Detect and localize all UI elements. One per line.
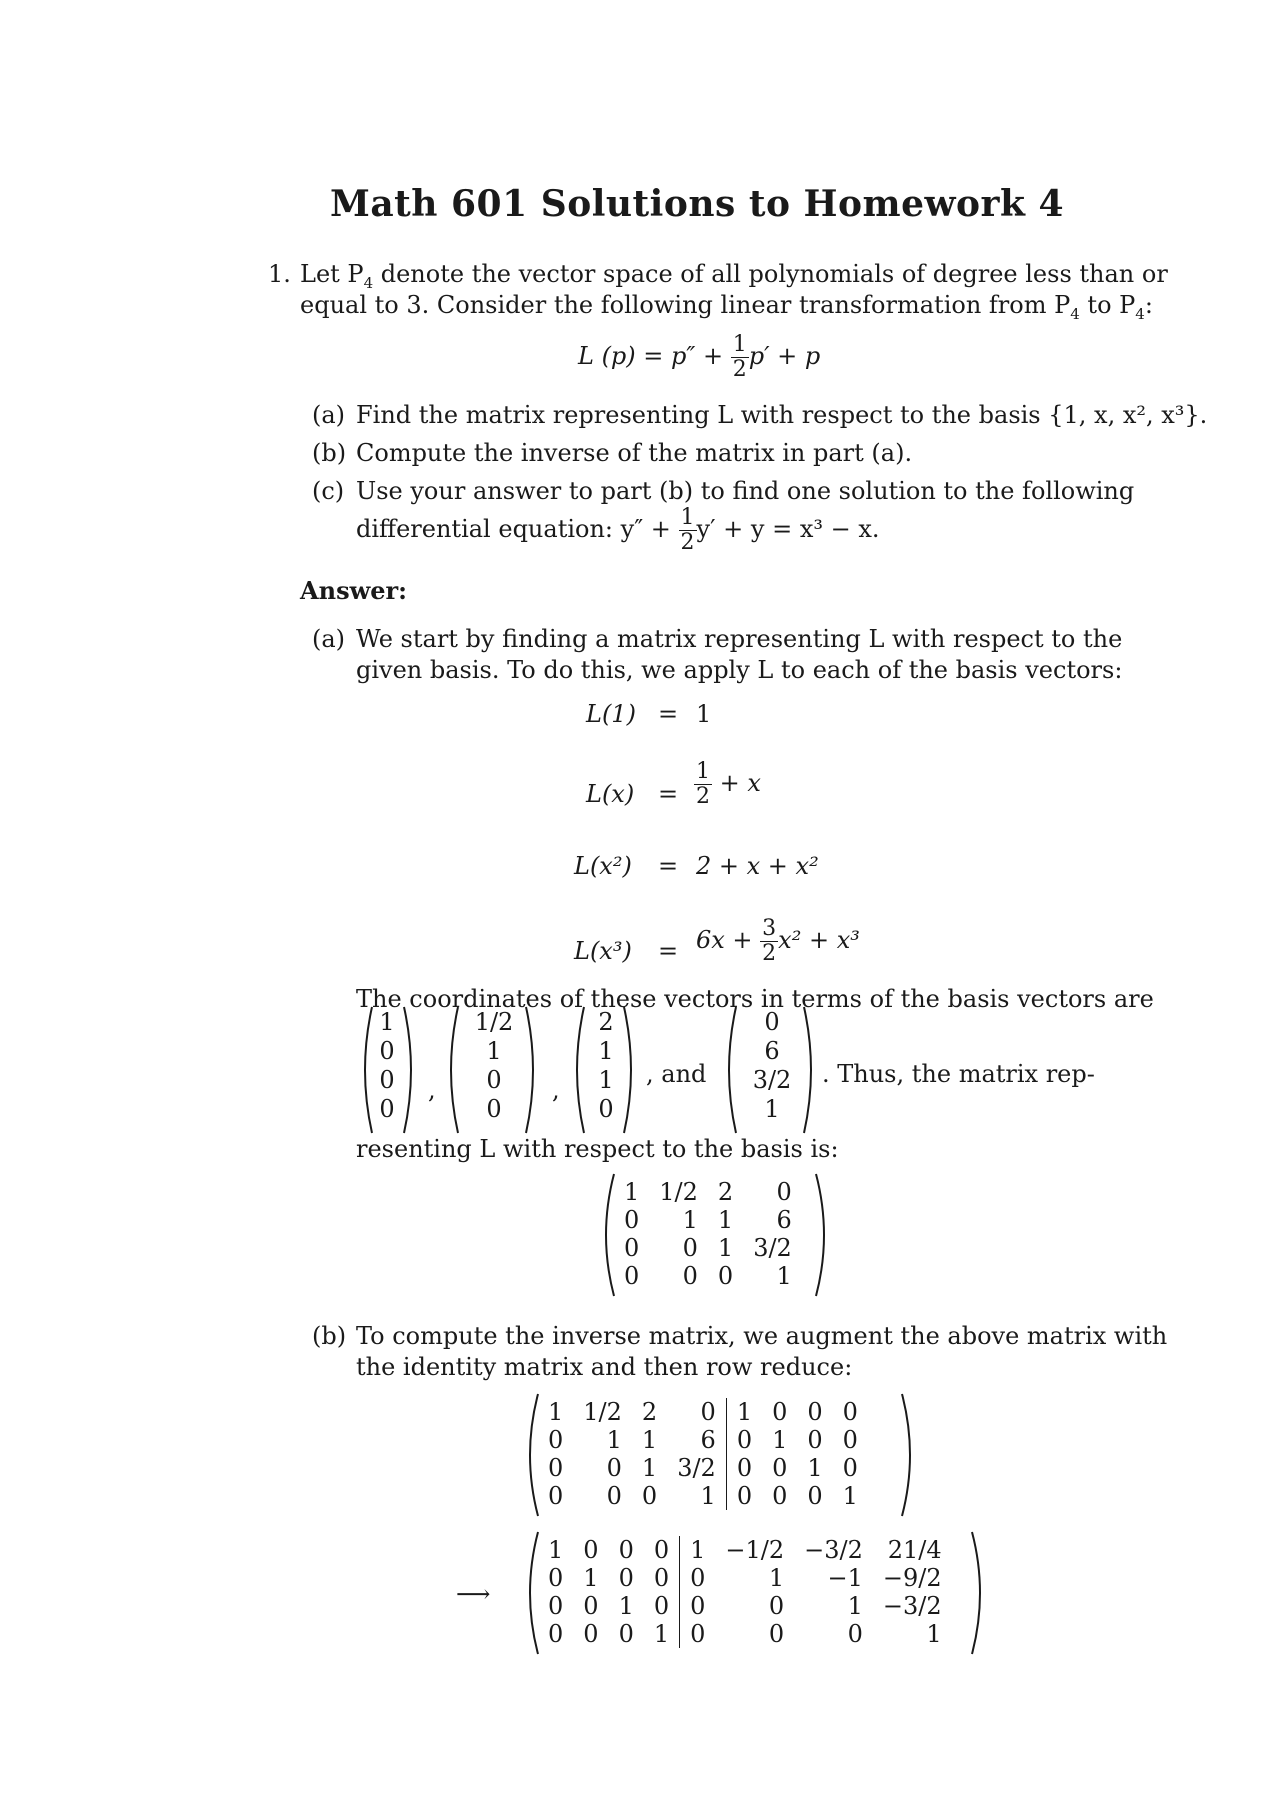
matrix-cell: 1 [682,1206,698,1234]
eq-rhs-4-end: x² + x³ [778,926,860,954]
matrix-cell: 1 [641,1426,658,1454]
matrix-cell: 0 [847,1620,863,1648]
matrix-cell: 0 [653,1592,670,1620]
matrix-row [538,1454,868,1482]
resenting-text: resenting L with respect to the basis is: [356,1135,839,1163]
matrix-cell: 0 [548,1482,564,1510]
fraction-one-half [694,760,712,809]
matrix-cell: 1 [776,1262,792,1290]
problem-intro-to: to P [1079,291,1136,319]
fraction-numerator: 1 [696,759,710,784]
matrix-cell: 6 [700,1426,716,1454]
matrix-cell: 2 [717,1178,734,1206]
matrix-cell: −3/2 [882,1592,942,1620]
problem-intro-equal: equal to 3. Consider the following linear transformation from P [300,291,1071,319]
part-c-text-line1: Use your answer to part (b) to find one solution to the following [356,477,1135,505]
row-reduce-arrow: ⟶ [456,1580,491,1608]
matrix-cell: 0 [726,1482,762,1510]
matrix-cell: 0 [618,1564,634,1592]
part-b-text: Compute the inverse of the matrix in part (a). [356,439,913,467]
part-c-text-line2 [356,506,880,555]
vector-1-right-paren [400,1005,420,1135]
matrix-row [614,1178,802,1206]
matrix-cell: −1 [827,1564,863,1592]
page-title: Math 601 Solutions to Homework 4 [330,183,1065,225]
matrix-cell: 3/2 [677,1454,716,1482]
matrix-right-paren [812,1172,834,1298]
problem-intro-rest: denote the vector space of all polynomials of degree less than or [373,260,1168,288]
matrix-cell: 0 [726,1426,762,1454]
matrix-cell: 6 [776,1206,792,1234]
subscript: 4 [1070,304,1080,323]
problem-intro-line2 [300,291,1153,323]
thus-text: . Thus, the matrix rep- [822,1060,1095,1088]
matrix-cell: 1 [926,1620,942,1648]
matrix-cell: 0 [653,1564,670,1592]
vector-2 [464,1008,524,1124]
matrix-cell: 0 [583,1620,599,1648]
matrix-row [538,1426,868,1454]
matrix-cell: 1 [641,1454,658,1482]
matrix-cell: 1 [842,1482,858,1510]
matrix-cell: 1 [772,1426,788,1454]
eq-lhs-1: L(1) [586,700,636,728]
matrix-cell: 1 [606,1426,622,1454]
matrix-row [614,1206,802,1234]
matrix-cell: 0 [548,1426,564,1454]
part-c-de-end: y′ + y = x³ − x. [696,515,880,543]
matrix-cell: 2 [641,1398,658,1426]
matrix-cell: 0 [768,1592,785,1620]
matrix-cell: 0 [606,1482,622,1510]
matrix-cell: 0 [583,1592,599,1620]
matrix-cell: 0 [641,1482,658,1510]
subscript: 4 [1135,304,1145,323]
vector-1-entry: 0 [379,1066,395,1094]
matrix-cell: 3/2 [753,1234,792,1262]
fraction-one-half [679,506,697,555]
matrix-cell: 0 [680,1564,716,1592]
matrix-cell: 1 [583,1564,599,1592]
vector-4-entry: 6 [764,1037,780,1065]
vector-4-entry: 1 [764,1095,780,1123]
fraction-denominator: 2 [762,941,777,966]
eq-rhs-4 [696,917,860,966]
matrix-cell: 0 [807,1482,823,1510]
matrix-cell: 21/4 [887,1536,942,1564]
eq-rhs-4-start: 6x + [696,926,761,954]
matrix-cell: 1 [700,1482,716,1510]
matrix-cell: 1 [680,1536,716,1564]
vector-3-entry: 1 [598,1037,614,1065]
matrix-cell: 0 [618,1536,634,1564]
matrix-cell: 1 [653,1620,670,1648]
matrix-cell: 0 [618,1620,634,1648]
part-b-label: (b) [312,439,347,467]
vector-4-entry: 3/2 [752,1066,792,1094]
equation-lhs: L (p) = p″ + [578,342,731,370]
vector-3-right-paren [620,1005,640,1135]
matrix-cell: 0 [717,1262,734,1290]
matrix-cell: 0 [680,1620,716,1648]
eq-rhs-1: 1 [696,700,712,728]
part-a-text: Find the matrix representing L with respect to the basis {1, x, x², x³}. [356,401,1208,429]
matrix-cell: 0 [776,1178,792,1206]
eq-sign-3: = [658,852,679,880]
vector-3-entry: 2 [598,1008,614,1036]
matrix-cell: 1/2 [583,1398,622,1426]
matrix-cell: 0 [680,1592,716,1620]
matrix-cell: 1 [717,1206,734,1234]
vector-4-left-paren [720,1005,740,1135]
transformation-equation [578,333,820,382]
matrix-row [538,1592,952,1620]
matrix-cell: 0 [548,1564,564,1592]
vector-2-entry: 1 [486,1037,502,1065]
augmented-matrix [538,1398,868,1510]
answer-b-label: (b) [312,1322,347,1350]
matrix-cell: 0 [700,1398,716,1426]
vector-2-entry: 1/2 [474,1008,514,1036]
matrix-row [538,1620,952,1648]
vector-1-entry: 1 [379,1008,395,1036]
matrix-cell: 0 [768,1620,785,1648]
matrix-cell: −3/2 [804,1536,863,1564]
matrix-cell: 1 [768,1564,785,1592]
vector-2-entry: 0 [486,1066,502,1094]
matrix-cell: 1 [618,1592,634,1620]
matrix-cell: 1 [548,1398,564,1426]
vector-1 [370,1008,404,1124]
fraction-numerator: 3 [762,916,777,941]
vector-4 [742,1008,802,1124]
vector-comma: , [552,1076,560,1104]
matrix-cell: 0 [682,1234,698,1262]
matrix-cell: −9/2 [882,1564,942,1592]
vector-1-entry: 0 [379,1095,395,1123]
matrix-cell: 1/2 [659,1178,698,1206]
matrix-cell: 1 [548,1536,564,1564]
matrix-cell: 0 [624,1262,640,1290]
problem-intro-line1 [300,260,1168,292]
matrix-row [614,1262,802,1290]
matrix-cell: 0 [772,1482,788,1510]
matrix-row [538,1482,868,1510]
matrix-cell: 0 [842,1426,858,1454]
matrix-cell: −1/2 [725,1536,785,1564]
vector-4-entry: 0 [764,1008,780,1036]
vector-comma: , [428,1076,436,1104]
matrix-row [538,1564,952,1592]
answer-heading: Answer: [300,576,408,605]
answer-b-line2: the identity matrix and then row reduce: [356,1353,853,1381]
vector-3-left-paren [568,1005,588,1135]
answer-a-label: (a) [312,625,346,653]
problem-intro-colon: : [1144,291,1153,319]
fraction-numerator: 1 [732,332,747,357]
matrix-cell: 0 [653,1536,670,1564]
eq-sign-4: = [658,937,679,965]
reduced-right-paren [968,1530,990,1656]
matrix-cell: 0 [726,1454,762,1482]
matrix-cell: 0 [842,1454,858,1482]
reduced-matrix [538,1536,952,1648]
vector-1-entry: 0 [379,1037,395,1065]
fraction-denominator: 2 [680,530,695,555]
matrix-row [538,1398,868,1426]
fraction-three-halves [760,917,778,966]
coordinates-text: The coordinates of these vectors in terms of the basis vectors are [356,985,1154,1013]
eq-sign-1: = [658,700,679,728]
matrix-cell: 0 [807,1426,823,1454]
matrix-row [538,1536,952,1564]
matrix-cell: 0 [548,1620,564,1648]
matrix-cell: 0 [772,1398,788,1426]
fraction-one-half [731,333,749,382]
matrix-cell: 0 [807,1398,823,1426]
vector-2-entry: 0 [486,1095,502,1123]
eq-lhs-3: L(x²) [574,852,632,880]
fraction-numerator: 1 [680,505,695,530]
fraction-denominator: 2 [732,357,747,382]
vector-4-right-paren [800,1005,820,1135]
matrix-row [614,1234,802,1262]
answer-a-line1: We start by finding a matrix representing L with respect to the [356,625,1123,653]
augmented-right-paren [898,1392,920,1518]
matrix-cell: 1 [717,1234,734,1262]
matrix-cell: 0 [624,1206,640,1234]
eq-lhs-2: L(x) [586,780,635,808]
vector-2-left-paren [442,1005,462,1135]
vector-3-entry: 0 [598,1095,614,1123]
subscript: 4 [363,273,374,292]
vector-and: , and [646,1060,707,1088]
matrix-cell: 0 [583,1536,599,1564]
problem-number: 1. [268,260,291,288]
part-c-label: (c) [312,477,345,505]
matrix-cell: 1 [847,1592,863,1620]
matrix-cell: 1 [726,1398,762,1426]
eq-rhs-2-text: + x [719,769,761,797]
matrix-cell: 0 [606,1454,622,1482]
matrix-cell: 1 [807,1454,823,1482]
vector-2-right-paren [522,1005,542,1135]
answer-a-line2: given basis. To do this, we apply L to each of the basis vectors: [356,656,1123,684]
eq-rhs-2 [694,760,761,809]
matrix-cell: 0 [548,1454,564,1482]
matrix-cell: 0 [842,1398,858,1426]
matrix-cell: 0 [682,1262,698,1290]
answer-b-line1: To compute the inverse matrix, we augment the above matrix with [356,1322,1168,1350]
matrix-cell: 0 [548,1592,564,1620]
problem-intro-let: Let P [300,260,364,288]
eq-lhs-4: L(x³) [574,937,632,965]
part-a-label: (a) [312,401,346,429]
eq-sign-2: = [658,780,679,808]
matrix-cell: 0 [624,1234,640,1262]
equation-rhs: p′ + p [748,342,821,370]
part-c-de-start: differential equation: y″ + [356,515,679,543]
vector-3 [588,1008,624,1124]
vector-3-entry: 1 [598,1066,614,1094]
matrix-L [614,1178,802,1290]
fraction-denominator: 2 [696,784,710,809]
matrix-cell: 1 [624,1178,640,1206]
matrix-cell: 0 [772,1454,788,1482]
eq-rhs-3: 2 + x + x² [696,852,819,880]
